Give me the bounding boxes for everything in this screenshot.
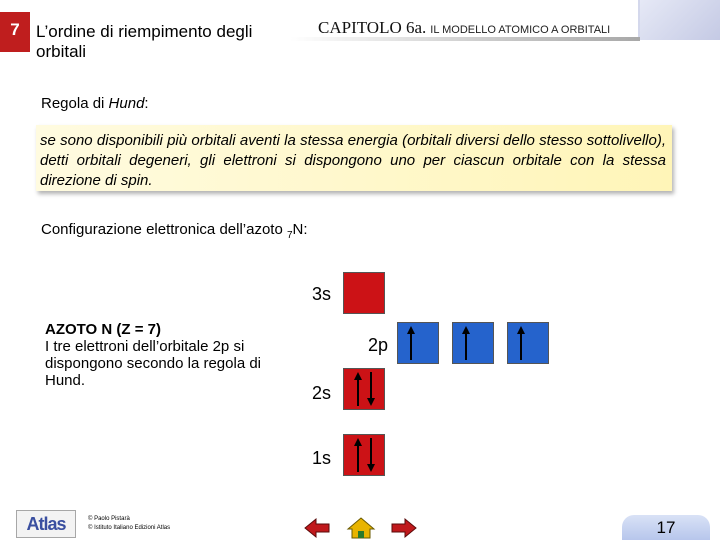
orbital-3s-box bbox=[343, 272, 385, 314]
arrow-right-icon bbox=[390, 516, 418, 540]
hund-label-suffix: : bbox=[144, 95, 149, 112]
spin-up-arrow bbox=[354, 438, 362, 472]
slide-number-badge bbox=[0, 12, 30, 52]
hund-label-name: Hund bbox=[108, 95, 145, 112]
hund-rule-label bbox=[41, 95, 149, 112]
arrow-left-icon bbox=[303, 516, 331, 540]
nitrogen-note-title: AZOTO N (Z = 7) bbox=[45, 321, 161, 338]
nitrogen-note bbox=[45, 321, 275, 389]
configuration-heading bbox=[41, 221, 308, 241]
page-number: 17 bbox=[622, 515, 710, 540]
slide-number: 7 bbox=[10, 20, 20, 39]
nitrogen-note-text: I tre elettroni dell’orbitale 2p si dispongono secondo la regola di Hund. bbox=[45, 338, 261, 389]
orbital-2p-box-1 bbox=[397, 322, 439, 364]
spin-down-arrow bbox=[367, 438, 375, 472]
credits bbox=[88, 515, 170, 533]
chapter-heading bbox=[318, 18, 610, 38]
spin-up-arrow bbox=[354, 372, 362, 406]
corner-decoration bbox=[638, 0, 720, 40]
orbital-2p-box-3 bbox=[507, 322, 549, 364]
credit-author: © Paolo Pistarà bbox=[88, 516, 130, 522]
chapter-label: CAPITOLO 6a. bbox=[318, 18, 427, 37]
spin-down-arrow bbox=[367, 372, 375, 406]
atlas-logo-text: Atlas bbox=[26, 513, 66, 534]
previous-button[interactable] bbox=[303, 516, 331, 540]
home-icon bbox=[346, 516, 376, 540]
hund-label-prefix: Regola di bbox=[41, 95, 109, 112]
orbital-3s-label: 3s bbox=[312, 284, 332, 304]
header-divider bbox=[290, 37, 640, 41]
spin-up-arrow bbox=[517, 326, 525, 360]
home-button[interactable] bbox=[346, 516, 376, 540]
hund-rule-box bbox=[36, 125, 672, 191]
orbital-2s-label: 2s bbox=[312, 383, 332, 403]
chapter-subtitle: IL MODELLO ATOMICO A ORBITALI bbox=[430, 24, 611, 36]
orbital-2p-box-2 bbox=[452, 322, 494, 364]
hund-rule-text: se sono disponibili più orbitali aventi la stessa energia (orbitali diversi dello stesso sottolivello), detti orbitali degeneri, gli elettroni si dispongono uno per ciascun orbitale con la stessa direzione di spin. bbox=[40, 132, 666, 189]
spin-up-arrow bbox=[407, 326, 415, 360]
configuration-suffix: N: bbox=[292, 221, 308, 238]
spin-up-arrow bbox=[462, 326, 470, 360]
orbital-1s-label: 1s bbox=[312, 448, 332, 468]
orbital-2s-box bbox=[343, 368, 385, 410]
configuration-prefix: Configurazione elettronica dell’azoto bbox=[41, 221, 287, 238]
atlas-logo bbox=[16, 510, 76, 538]
orbital-1s-box bbox=[343, 434, 385, 476]
orbital-2p-label: 2p bbox=[368, 335, 389, 355]
credit-publisher: © Istituto Italiano Edizioni Atlas bbox=[88, 525, 171, 531]
slide-title: L’ordine di riempimento degli orbitali bbox=[36, 22, 253, 61]
atomic-number-subscript: 7 bbox=[286, 230, 293, 241]
next-button[interactable] bbox=[390, 516, 418, 540]
